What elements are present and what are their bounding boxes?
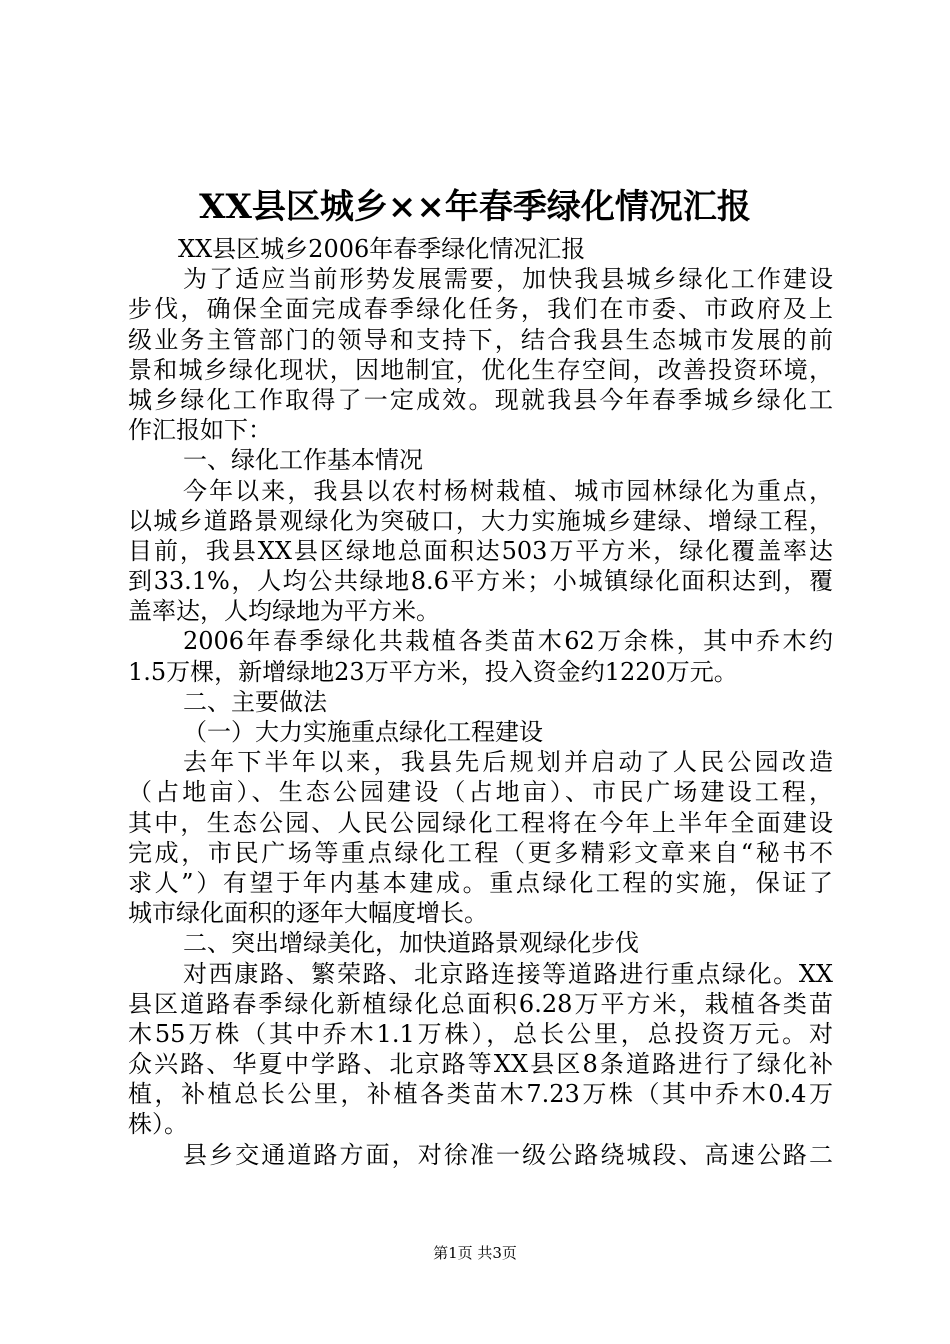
body-line: 步伐，确保全面完成春季绿化任务，我们在市委、市政府及上 bbox=[128, 295, 833, 324]
body-line: 级业务主管部门的领导和支持下，结合我县生态城市发展的前 bbox=[128, 325, 833, 354]
body-line: 一、绿化工作基本情况 bbox=[183, 446, 423, 475]
body-line: XX县区城乡2006年春季绿化情况汇报 bbox=[178, 235, 586, 263]
body-line: 城市绿化面积的逐年大幅度增长。 bbox=[128, 899, 488, 928]
body-line: 完成，市民广场等重点绿化工程（更多精彩文章来自“秘书不 bbox=[128, 838, 833, 867]
body-line: 县区道路春季绿化新植绿化总面积6.28万平方米，栽植各类苗 bbox=[128, 989, 833, 1018]
document-title: XX县区城乡××年春季绿化情况汇报 bbox=[199, 187, 751, 227]
body-line: （占地亩）、生态公园建设（占地亩）、市民广场建设工程， bbox=[128, 778, 833, 807]
body-line: 县乡交通道路方面，对徐准一级公路绕城段、高速公路二 bbox=[183, 1140, 833, 1169]
body-line: 为了适应当前形势发展需要，加快我县城乡绿化工作建设 bbox=[183, 265, 833, 294]
body-line: 株）。 bbox=[128, 1110, 188, 1139]
body-line: 到33.1%，人均公共绿地8.6平方米；小城镇绿化面积达到，覆 bbox=[128, 567, 833, 596]
body-line: 众兴路、华夏中学路、北京路等XX县区8条道路进行了绿化补 bbox=[128, 1050, 833, 1079]
body-line: 对西康路、繁荣路、北京路连接等道路进行重点绿化。XX bbox=[183, 959, 833, 988]
body-line: 二、突出增绿美化，加快道路景观绿化步伐 bbox=[183, 929, 639, 958]
body-line: 以城乡道路景观绿化为突破口，大力实施城乡建绿、增绿工程， bbox=[128, 506, 833, 535]
document-body bbox=[128, 234, 833, 1170]
body-line: 二、主要做法 bbox=[183, 687, 327, 716]
body-line: 2006年春季绿化共栽植各类苗木62万余株，其中乔木约 bbox=[183, 627, 833, 656]
body-line: 盖率达，人均绿地为平方米。 bbox=[128, 597, 440, 626]
body-line: 今年以来，我县以农村杨树栽植、城市园林绿化为重点， bbox=[183, 476, 833, 505]
body-line: 作汇报如下： bbox=[128, 416, 272, 445]
body-line: 目前，我县XX县区绿地总面积达503万平方米，绿化覆盖率达 bbox=[128, 536, 833, 565]
body-line: 其中，生态公园、人民公园绿化工程将在今年上半年全面建设 bbox=[128, 808, 833, 837]
body-line: 求人”）有望于年内基本建成。重点绿化工程的实施，保证了 bbox=[128, 868, 833, 897]
body-line: 城乡绿化工作取得了一定成效。现就我县今年春季城乡绿化工 bbox=[128, 385, 833, 414]
body-line: 植，补植总长公里，补植各类苗木7.23万株（其中乔木0.4万 bbox=[128, 1080, 833, 1109]
body-line: 景和城乡绿化现状，因地制宜，优化生存空间，改善投资环境， bbox=[128, 355, 833, 384]
body-line: 木55万株（其中乔木1.1万株），总长公里，总投资万元。对 bbox=[128, 1019, 833, 1048]
body-line: 去年下半年以来，我县先后规划并启动了人民公园改造 bbox=[183, 748, 833, 777]
page-footer: 第1页 共3页 bbox=[433, 1244, 517, 1262]
body-line: 1.5万棵，新增绿地23万平方米，投入资金约1220万元。 bbox=[128, 657, 738, 686]
body-line: （一）大力实施重点绿化工程建设 bbox=[183, 718, 543, 746]
